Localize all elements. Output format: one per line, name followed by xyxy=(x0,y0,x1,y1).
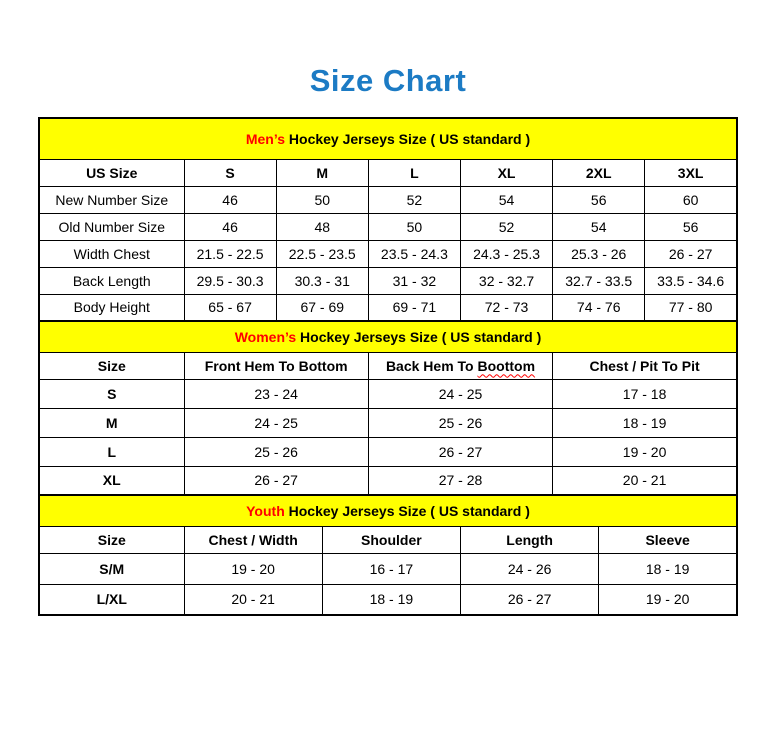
mens-row xyxy=(39,213,737,240)
youth-banner xyxy=(39,495,737,526)
womens-row-label: M xyxy=(39,408,184,437)
youth-banner-text: Hockey Jerseys Size ( US standard ) xyxy=(284,502,530,519)
mens-col-header: M xyxy=(276,159,368,186)
womens-cell: 23 - 24 xyxy=(184,379,368,408)
size-chart-page xyxy=(0,62,776,616)
mens-cell: 22.5 - 23.5 xyxy=(276,240,368,267)
womens-banner-highlight: Women’s xyxy=(234,328,297,345)
mens-cell: 25.3 - 26 xyxy=(553,240,645,267)
mens-row xyxy=(39,240,737,267)
mens-cell: 69 - 71 xyxy=(368,294,460,321)
womens-row-label: XL xyxy=(39,466,184,495)
misspelled-word: Boottom xyxy=(477,357,536,374)
womens-cell: 24 - 25 xyxy=(184,408,368,437)
womens-col-header: Size xyxy=(39,352,184,379)
womens-cell: 18 - 19 xyxy=(553,408,737,437)
womens-banner-row xyxy=(39,321,737,352)
mens-cell: 31 - 32 xyxy=(368,267,460,294)
youth-banner-row xyxy=(39,495,737,526)
mens-banner xyxy=(39,118,737,159)
youth-row xyxy=(39,553,737,584)
womens-row xyxy=(39,466,737,495)
mens-cell: 50 xyxy=(276,186,368,213)
youth-cell: 19 - 20 xyxy=(599,584,737,615)
womens-cell: 26 - 27 xyxy=(184,466,368,495)
youth-cell: 18 - 19 xyxy=(599,553,737,584)
mens-cell: 26 - 27 xyxy=(645,240,737,267)
mens-cell: 60 xyxy=(645,186,737,213)
youth-cell: 24 - 26 xyxy=(461,553,599,584)
mens-col-header: XL xyxy=(460,159,552,186)
mens-cell: 21.5 - 22.5 xyxy=(184,240,276,267)
mens-table xyxy=(38,117,738,322)
womens-cell: 17 - 18 xyxy=(553,379,737,408)
mens-col-header: 2XL xyxy=(553,159,645,186)
mens-row-label: Width Chest xyxy=(39,240,184,267)
youth-col-header: Chest / Width xyxy=(184,526,322,553)
mens-row xyxy=(39,267,737,294)
mens-cell: 24.3 - 25.3 xyxy=(460,240,552,267)
mens-cell: 54 xyxy=(553,213,645,240)
mens-header-row xyxy=(39,159,737,186)
mens-cell: 52 xyxy=(368,186,460,213)
youth-table xyxy=(38,494,738,616)
womens-banner-text: Hockey Jerseys Size ( US standard ) xyxy=(296,328,542,345)
mens-cell: 23.5 - 24.3 xyxy=(368,240,460,267)
mens-row-label: Body Height xyxy=(39,294,184,321)
mens-cell: 67 - 69 xyxy=(276,294,368,321)
youth-col-header: Shoulder xyxy=(322,526,460,553)
womens-cell: 27 - 28 xyxy=(368,466,552,495)
youth-cell: 20 - 21 xyxy=(184,584,322,615)
mens-row-label: Old Number Size xyxy=(39,213,184,240)
womens-header-row xyxy=(39,352,737,379)
mens-cell: 48 xyxy=(276,213,368,240)
womens-row-label: L xyxy=(39,437,184,466)
mens-row-label: Back Length xyxy=(39,267,184,294)
womens-cell: 19 - 20 xyxy=(553,437,737,466)
mens-cell: 72 - 73 xyxy=(460,294,552,321)
size-chart-tables xyxy=(38,117,738,616)
womens-col-header: Back Hem To Boottom xyxy=(368,352,552,379)
mens-col-header: US Size xyxy=(39,159,184,186)
mens-banner-row xyxy=(39,118,737,159)
youth-cell: 16 - 17 xyxy=(322,553,460,584)
womens-row xyxy=(39,408,737,437)
mens-cell: 56 xyxy=(645,213,737,240)
mens-cell: 52 xyxy=(460,213,552,240)
mens-col-header: 3XL xyxy=(645,159,737,186)
mens-cell: 32 - 32.7 xyxy=(460,267,552,294)
mens-cell: 77 - 80 xyxy=(645,294,737,321)
youth-col-header: Sleeve xyxy=(599,526,737,553)
mens-col-header: L xyxy=(368,159,460,186)
mens-cell: 46 xyxy=(184,213,276,240)
womens-cell: 25 - 26 xyxy=(184,437,368,466)
womens-cell: 26 - 27 xyxy=(368,437,552,466)
mens-cell: 56 xyxy=(553,186,645,213)
mens-row xyxy=(39,186,737,213)
page-title: Size Chart xyxy=(309,63,467,98)
youth-row-label: L/XL xyxy=(39,584,184,615)
mens-row-label: New Number Size xyxy=(39,186,184,213)
mens-cell: 65 - 67 xyxy=(184,294,276,321)
mens-col-header: S xyxy=(184,159,276,186)
mens-cell: 74 - 76 xyxy=(553,294,645,321)
mens-cell: 33.5 - 34.6 xyxy=(645,267,737,294)
youth-cell: 19 - 20 xyxy=(184,553,322,584)
mens-cell: 29.5 - 30.3 xyxy=(184,267,276,294)
youth-col-header: Size xyxy=(39,526,184,553)
mens-cell: 50 xyxy=(368,213,460,240)
womens-table xyxy=(38,320,738,496)
womens-row xyxy=(39,379,737,408)
mens-cell: 46 xyxy=(184,186,276,213)
womens-banner xyxy=(39,321,737,352)
womens-row xyxy=(39,437,737,466)
mens-banner-highlight: Men’s xyxy=(245,130,286,147)
womens-cell: 20 - 21 xyxy=(553,466,737,495)
womens-col-header: Front Hem To Bottom xyxy=(184,352,368,379)
womens-row-label: S xyxy=(39,379,184,408)
mens-banner-text: Hockey Jerseys Size ( US standard ) xyxy=(285,130,531,147)
mens-cell: 54 xyxy=(460,186,552,213)
youth-header-row xyxy=(39,526,737,553)
youth-row xyxy=(39,584,737,615)
mens-cell: 30.3 - 31 xyxy=(276,267,368,294)
youth-banner-highlight: Youth xyxy=(246,502,285,519)
mens-cell: 32.7 - 33.5 xyxy=(553,267,645,294)
youth-cell: 18 - 19 xyxy=(322,584,460,615)
womens-cell: 24 - 25 xyxy=(368,379,552,408)
youth-cell: 26 - 27 xyxy=(461,584,599,615)
womens-col-header: Chest / Pit To Pit xyxy=(553,352,737,379)
mens-row xyxy=(39,294,737,321)
womens-cell: 25 - 26 xyxy=(368,408,552,437)
youth-col-header: Length xyxy=(461,526,599,553)
youth-row-label: S/M xyxy=(39,553,184,584)
